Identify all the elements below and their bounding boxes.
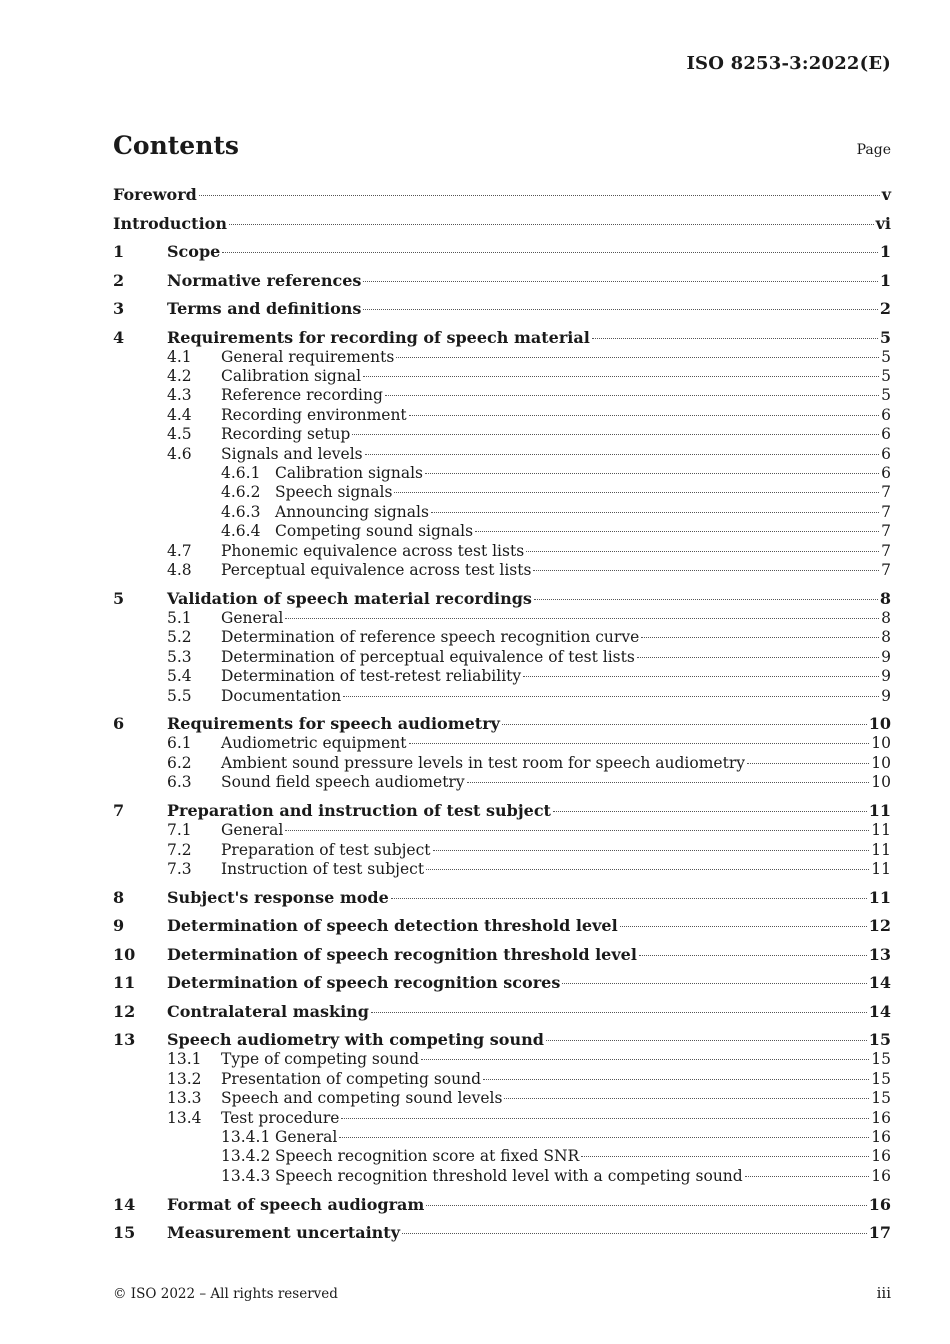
dot-leader [425,473,879,474]
toc-entry-page: 1 [879,242,891,261]
toc-entry-page: 11 [871,859,891,878]
toc-entry-title: Determination of speech detection threshold level [167,916,618,936]
toc-entry[interactable] [113,1070,891,1089]
dot-leader [363,376,879,377]
toc-entry[interactable] [113,973,891,993]
toc-entry-title: Requirements for recording of speech material [167,327,590,347]
toc-entry-page: 7 [881,541,891,560]
toc-entry-title: Speech recognition score at fixed SNR [275,1147,580,1166]
toc-entry[interactable] [113,386,891,405]
toc-entry-title: General [221,608,284,627]
toc-entry-page: 9 [881,686,891,705]
copyright-notice: © ISO 2022 – All rights reserved [113,1286,338,1302]
toc-entry-page: 5 [881,347,891,366]
dot-leader [483,1079,869,1080]
toc-entry-page: 16 [871,1108,891,1127]
toc-entry-number: 5.2 [167,628,192,647]
toc-entry[interactable] [113,821,891,840]
toc-entry[interactable] [113,425,891,444]
toc-entry[interactable] [113,1147,891,1166]
toc-entry-number: 13.2 [167,1069,202,1088]
toc-entry[interactable] [113,242,891,262]
dot-leader [475,531,879,532]
toc-entry-page: 11 [871,840,891,859]
toc-entry[interactable] [113,648,891,667]
dot-leader [504,1098,869,1099]
toc-entry-page: 6 [881,405,891,424]
toc-entry-page: 16 [871,1147,891,1166]
toc-entry-number: 6 [113,714,125,734]
toc-entry-title: Determination of test-retest reliability [221,667,522,686]
toc-entry-page: 7 [881,560,891,579]
toc-entry-title: Normative references [167,270,362,290]
toc-entry-title: Type of competing sound [221,1050,420,1069]
toc-entry[interactable] [113,445,891,464]
toc-entry-title: Reference recording [221,386,383,405]
toc-entry-title: Requirements for speech audiometry [167,714,500,734]
toc-entry-title: Preparation and instruction of test subject [167,801,551,821]
toc-entry-title: Foreword [113,185,197,204]
toc-entry-title: Speech audiometry with competing sound [167,1030,544,1050]
toc-entry[interactable] [113,185,891,205]
toc-entry[interactable] [113,860,891,879]
toc-entry[interactable] [113,609,891,628]
toc-entry-page: 15 [868,1030,891,1050]
toc-entry-page: 7 [881,502,891,521]
dot-leader [402,1233,867,1234]
toc-entry-title: Determination of speech recognition scores [167,973,561,993]
dot-leader [365,454,880,455]
toc-entry-page: 10 [871,734,891,753]
toc-entry-number: 4.1 [167,347,192,366]
toc-entry[interactable] [113,1030,891,1050]
dot-leader [285,830,869,831]
toc-entry-number: 4.4 [167,405,192,424]
page-title: Contents [113,131,240,160]
toc-entry-number: 10 [113,944,136,964]
toc-entry-number: 4.6.3 [221,502,261,521]
toc-entry-number: 8 [113,887,125,907]
toc-entry-page: 10 [871,773,891,792]
toc-entry-title: Test procedure [221,1108,340,1127]
toc-entry[interactable] [113,714,891,734]
dot-leader [391,898,867,899]
toc-entry-page: 14 [868,973,891,993]
toc-entry[interactable] [113,589,891,609]
toc-entry[interactable] [113,945,891,965]
toc-entry-title: Signals and levels [221,444,363,463]
toc-entry[interactable] [113,1167,891,1186]
toc-entry-title: Contralateral masking [167,1001,369,1021]
dot-leader [747,763,869,764]
toc-entry[interactable] [113,1109,891,1128]
toc-entry[interactable] [113,214,891,234]
toc-entry-title: Preparation of test subject [221,840,431,859]
dot-leader [352,434,879,435]
toc-entry-number: 5.5 [167,686,192,705]
toc-entry-number: 6.2 [167,753,192,772]
toc-entry-page: 5 [881,386,891,405]
toc-entry-page: 15 [871,1089,891,1108]
dot-leader [385,395,879,396]
dot-leader [409,743,870,744]
dot-leader [546,1040,867,1041]
toc-entry-number: 13.4.3 [221,1166,271,1185]
toc-entry[interactable] [113,667,891,686]
toc-entry[interactable] [113,464,891,483]
toc-entry-number: 6.1 [167,734,192,753]
toc-entry-number: 1 [113,242,125,261]
toc-entry[interactable] [113,328,891,348]
toc-entry-page: 10 [871,753,891,772]
toc-entry-number: 2 [113,270,125,290]
toc-entry[interactable] [113,841,891,860]
dot-leader [409,415,879,416]
toc-entry[interactable] [113,271,891,291]
toc-entry-number: 4.2 [167,366,192,385]
dot-leader [553,811,867,812]
toc-entry-title: Audiometric equipment [221,734,407,753]
toc-entry-number: 15 [113,1223,136,1243]
toc-entry-title: Determination of speech recognition threshold level [167,944,637,964]
toc-entry-title: Measurement uncertainty [167,1223,400,1243]
toc-entry-page: 14 [868,1001,891,1021]
dot-leader [592,338,878,339]
toc-entry-number: 11 [113,973,136,993]
toc-entry-title: Speech and competing sound levels [221,1089,503,1108]
toc-entry-number: 5.3 [167,647,192,666]
page-column-label: Page [856,142,891,158]
dot-leader [433,850,870,851]
toc-entry-number: 12 [113,1001,136,1021]
toc-entry-page: 2 [879,299,891,318]
toc-entry-title: Scope [167,242,221,261]
toc-entry[interactable] [113,754,891,773]
toc-entry[interactable] [113,483,891,502]
toc-entry[interactable] [113,503,891,522]
toc-entry-number: 4.8 [167,560,192,579]
toc-entry-page: 10 [868,714,891,734]
dot-leader [431,512,879,513]
toc-entry-number: 9 [113,916,125,936]
toc-entry[interactable] [113,406,891,425]
toc-entry-number: 4.6 [167,444,192,463]
toc-entry-page: 11 [868,801,891,821]
dot-leader [339,1137,869,1138]
toc-entry[interactable] [113,888,891,908]
document-id: ISO 8253-3:2022(E) [686,53,891,74]
toc-entry[interactable] [113,1128,891,1147]
toc-entry-page: 16 [868,1194,891,1214]
toc-entry-title: Instruction of test subject [221,859,425,878]
table-of-contents [113,185,891,1243]
dot-leader [343,696,879,697]
toc-entry-number: 7.3 [167,859,192,878]
toc-entry[interactable] [113,1089,891,1108]
toc-entry-title: Sound field speech audiometry [221,773,465,792]
dot-leader [229,224,874,225]
toc-entry-page: 7 [881,483,891,502]
toc-entry-page: v [881,185,891,204]
dot-leader [363,281,877,282]
dot-leader [222,252,878,253]
toc-entry-page: 9 [881,667,891,686]
toc-entry[interactable] [113,1195,891,1215]
toc-entry-page: 15 [871,1069,891,1088]
toc-entry-page: vi [875,213,891,233]
toc-entry-number: 13.1 [167,1050,202,1069]
toc-entry[interactable] [113,348,891,367]
toc-entry-number: 6.3 [167,773,192,792]
dot-leader [523,676,879,677]
dot-leader [394,492,879,493]
dot-leader [637,657,879,658]
toc-entry-title: Calibration signal [221,366,362,385]
toc-entry-number: 7.1 [167,821,192,840]
toc-entry-page: 16 [871,1166,891,1185]
toc-entry-page: 16 [871,1127,891,1146]
toc-entry[interactable] [113,1050,891,1069]
page-number: iii [876,1284,891,1302]
toc-entry[interactable] [113,299,891,319]
toc-entry-number: 13 [113,1030,136,1050]
toc-entry-title: Format of speech audiogram [167,1194,425,1214]
toc-entry[interactable] [113,542,891,561]
toc-entry-number: 5.4 [167,667,192,686]
toc-entry[interactable] [113,916,891,936]
toc-entry-number: 4.5 [167,425,192,444]
toc-entry-title: Announcing signals [275,502,429,521]
toc-entry-title: Calibration signals [275,463,423,482]
toc-entry-title: Validation of speech material recordings [167,588,532,608]
toc-entry-page: 15 [871,1050,891,1069]
dot-leader [562,983,866,984]
toc-entry[interactable] [113,773,891,792]
toc-entry-title: Recording setup [221,425,351,444]
toc-entry-title: Ambient sound pressure levels in test room for speech audiometry [221,753,745,772]
toc-entry-page: 12 [868,916,891,936]
dot-leader [502,724,867,725]
toc-entry-title: Subject's response mode [167,887,389,907]
toc-entry-title: Recording environment [221,405,407,424]
toc-entry-number: 4.7 [167,541,192,560]
toc-entry-page: 13 [868,944,891,964]
toc-entry[interactable] [113,1002,891,1022]
toc-entry-number: 14 [113,1194,136,1214]
toc-entry-number: 13.3 [167,1089,202,1108]
toc-entry-title: General [275,1127,338,1146]
dot-leader [533,570,879,571]
dot-leader [426,1205,866,1206]
dot-leader [639,955,867,956]
dot-leader [641,637,879,638]
toc-entry-page: 8 [881,628,891,647]
toc-entry-title: Phonemic equivalence across test lists [221,541,525,560]
toc-entry-page: 7 [881,522,891,541]
toc-entry-title: Presentation of competing sound [221,1069,482,1088]
toc-entry-number: 4.6.1 [221,463,261,482]
toc-entry-title: Speech signals [275,483,393,502]
toc-entry-number: 13.4.1 [221,1127,271,1146]
toc-entry-page: 11 [868,887,891,907]
toc-entry-page: 9 [881,647,891,666]
toc-entry-title: Competing sound signals [275,522,474,541]
toc-entry-page: 6 [881,444,891,463]
toc-entry[interactable] [113,801,891,821]
dot-leader [745,1176,870,1177]
toc-entry-number: 4 [113,327,125,347]
dot-leader [396,357,879,358]
toc-entry-number: 4.3 [167,386,192,405]
toc-entry[interactable] [113,522,891,541]
toc-entry[interactable] [113,367,891,386]
dot-leader [341,1118,869,1119]
toc-entry[interactable] [113,628,891,647]
toc-entry-page: 5 [879,327,891,347]
toc-entry-title: Terms and definitions [167,299,362,318]
toc-entry-title: Documentation [221,686,342,705]
toc-entry[interactable] [113,1223,891,1243]
dot-leader [199,195,880,196]
toc-entry-number: 7 [113,801,125,821]
toc-entry[interactable] [113,687,891,706]
toc-entry-title: Speech recognition threshold level with a competing sound [275,1166,743,1185]
toc-entry[interactable] [113,561,891,580]
toc-entry-title: General requirements [221,347,395,366]
dot-leader [467,782,870,783]
toc-entry-number: 7.2 [167,840,192,859]
toc-entry-number: 4.6.4 [221,522,261,541]
dot-leader [371,1012,867,1013]
dot-leader [526,551,879,552]
toc-entry-page: 1 [879,270,891,290]
dot-leader [620,926,867,927]
toc-entry-title: General [221,821,284,840]
toc-entry-page: 5 [881,366,891,385]
toc-entry-title: Perceptual equivalence across test lists [221,560,532,579]
dot-leader [363,309,877,310]
toc-entry-page: 8 [879,588,891,608]
toc-entry-number: 3 [113,299,125,318]
dot-leader [581,1156,869,1157]
toc-entry-number: 13.4.2 [221,1147,271,1166]
dot-leader [421,1059,869,1060]
toc-entry-number: 4.6.2 [221,483,261,502]
toc-entry-number: 5 [113,588,125,608]
toc-entry[interactable] [113,734,891,753]
toc-entry-page: 6 [881,463,891,482]
toc-entry-title: Determination of reference speech recognition curve [221,628,640,647]
toc-entry-page: 11 [871,821,891,840]
toc-entry-title: Determination of perceptual equivalence of test lists [221,647,635,666]
toc-entry-number: 5.1 [167,608,192,627]
toc-entry-title: Introduction [113,213,227,233]
toc-entry-page: 8 [881,608,891,627]
dot-leader [426,869,869,870]
dot-leader [534,599,878,600]
toc-entry-number: 13.4 [167,1108,202,1127]
dot-leader [285,618,879,619]
toc-entry-page: 6 [881,425,891,444]
toc-entry-page: 17 [868,1223,891,1243]
